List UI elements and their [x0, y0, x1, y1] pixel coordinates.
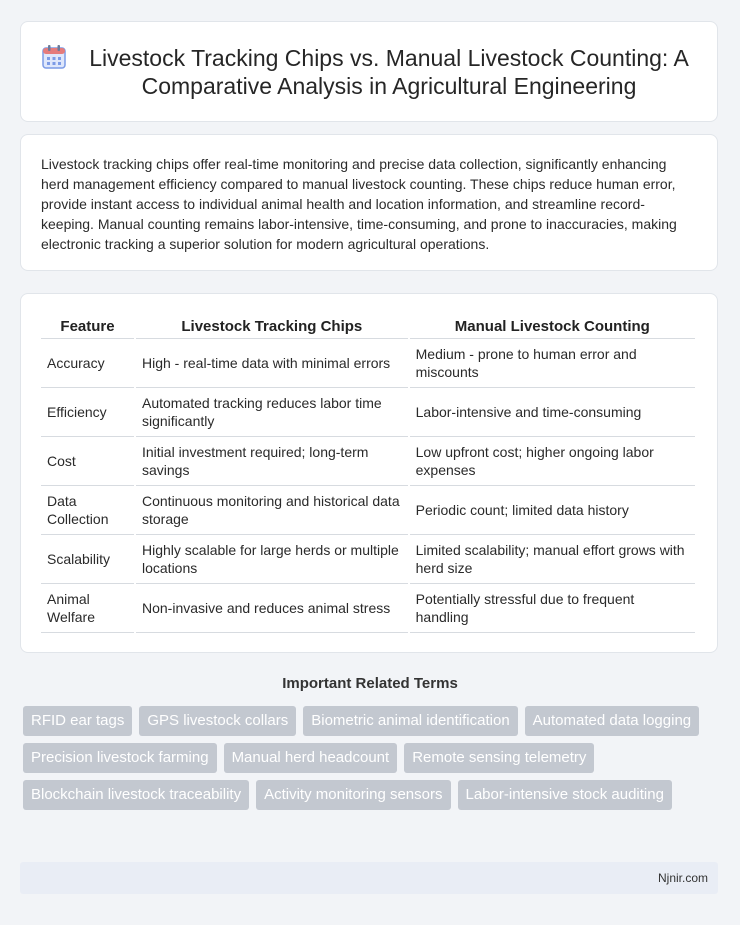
- tag-gps-livestock-collars[interactable]: GPS livestock collars: [139, 706, 296, 736]
- table-row: [41, 486, 695, 535]
- tag-precision-livestock-farming[interactable]: Precision livestock farming: [23, 743, 217, 773]
- table-row: [41, 584, 695, 633]
- tag-rfid-ear-tags[interactable]: RFID ear tags: [23, 706, 132, 736]
- comparison-table: [39, 312, 697, 633]
- chips-cell: Automated tracking reduces labor time significantly: [136, 388, 408, 437]
- chips-cell: Continuous monitoring and historical data storage: [136, 486, 408, 535]
- tag-labor-intensive-stock-auditing[interactable]: Labor-intensive stock auditing: [458, 780, 672, 810]
- manual-cell: Limited scalability; manual effort grows with herd size: [410, 535, 695, 584]
- header-feature: Feature: [41, 312, 134, 339]
- tag-blockchain-livestock-traceability[interactable]: Blockchain livestock traceability: [23, 780, 249, 810]
- tag-biometric-animal-identification[interactable]: Biometric animal identification: [303, 706, 517, 736]
- header-manual-counting: Manual Livestock Counting: [410, 312, 695, 339]
- summary-card: [20, 134, 718, 271]
- table-row: [41, 535, 695, 584]
- summary-text: Livestock tracking chips offer real-time monitoring and precise data collection, significantly enhancing herd management efficiency compared to manual livestock counting. These chips reduce human error, provide instant access to individual animal health and location information, and streamline record-keeping. Manual counting remains labor-intensive, time-consuming, and prone to inaccuracies, making electronic tracking a superior solution for modern agricultural operations.: [41, 156, 677, 252]
- calendar-icon: [39, 42, 69, 72]
- table-row: [41, 339, 695, 388]
- comparison-table-card: [20, 293, 718, 653]
- feature-cell: Accuracy: [41, 339, 134, 388]
- feature-cell: Cost: [41, 437, 134, 486]
- feature-cell: Animal Welfare: [41, 584, 134, 633]
- chips-cell: Non-invasive and reduces animal stress: [136, 584, 408, 633]
- manual-cell: Medium - prone to human error and miscounts: [410, 339, 695, 388]
- tag-activity-monitoring-sensors[interactable]: Activity monitoring sensors: [256, 780, 450, 810]
- related-terms-title: Important Related Terms: [282, 675, 458, 692]
- tag-manual-herd-headcount[interactable]: Manual herd headcount: [224, 743, 398, 773]
- table-row: [41, 437, 695, 486]
- chips-cell: High - real-time data with minimal errors: [136, 339, 408, 388]
- chips-cell: Initial investment required; long-term savings: [136, 437, 408, 486]
- tag-automated-data-logging[interactable]: Automated data logging: [525, 706, 699, 736]
- feature-cell: Data Collection: [41, 486, 134, 535]
- table-header-row: [41, 312, 695, 339]
- table-row: [41, 388, 695, 437]
- manual-cell: Low upfront cost; higher ongoing labor expenses: [410, 437, 695, 486]
- related-terms-tags: [23, 706, 723, 817]
- header-tracking-chips: Livestock Tracking Chips: [136, 312, 408, 339]
- manual-cell: Labor-intensive and time-consuming: [410, 388, 695, 437]
- manual-cell: Potentially stressful due to frequent handling: [410, 584, 695, 633]
- feature-cell: Efficiency: [41, 388, 134, 437]
- footer-site-link[interactable]: Njnir.com: [657, 871, 708, 885]
- tag-remote-sensing-telemetry[interactable]: Remote sensing telemetry: [404, 743, 594, 773]
- manual-cell: Periodic count; limited data history: [410, 486, 695, 535]
- page-title: Livestock Tracking Chips vs. Manual Livestock Counting: A Comparative Analysis in Agricultural Engineering: [89, 44, 689, 99]
- feature-cell: Scalability: [41, 535, 134, 584]
- title-wrap: [21, 44, 717, 100]
- chips-cell: Highly scalable for large herds or multiple locations: [136, 535, 408, 584]
- title-card: [20, 21, 718, 122]
- footer: [20, 862, 718, 894]
